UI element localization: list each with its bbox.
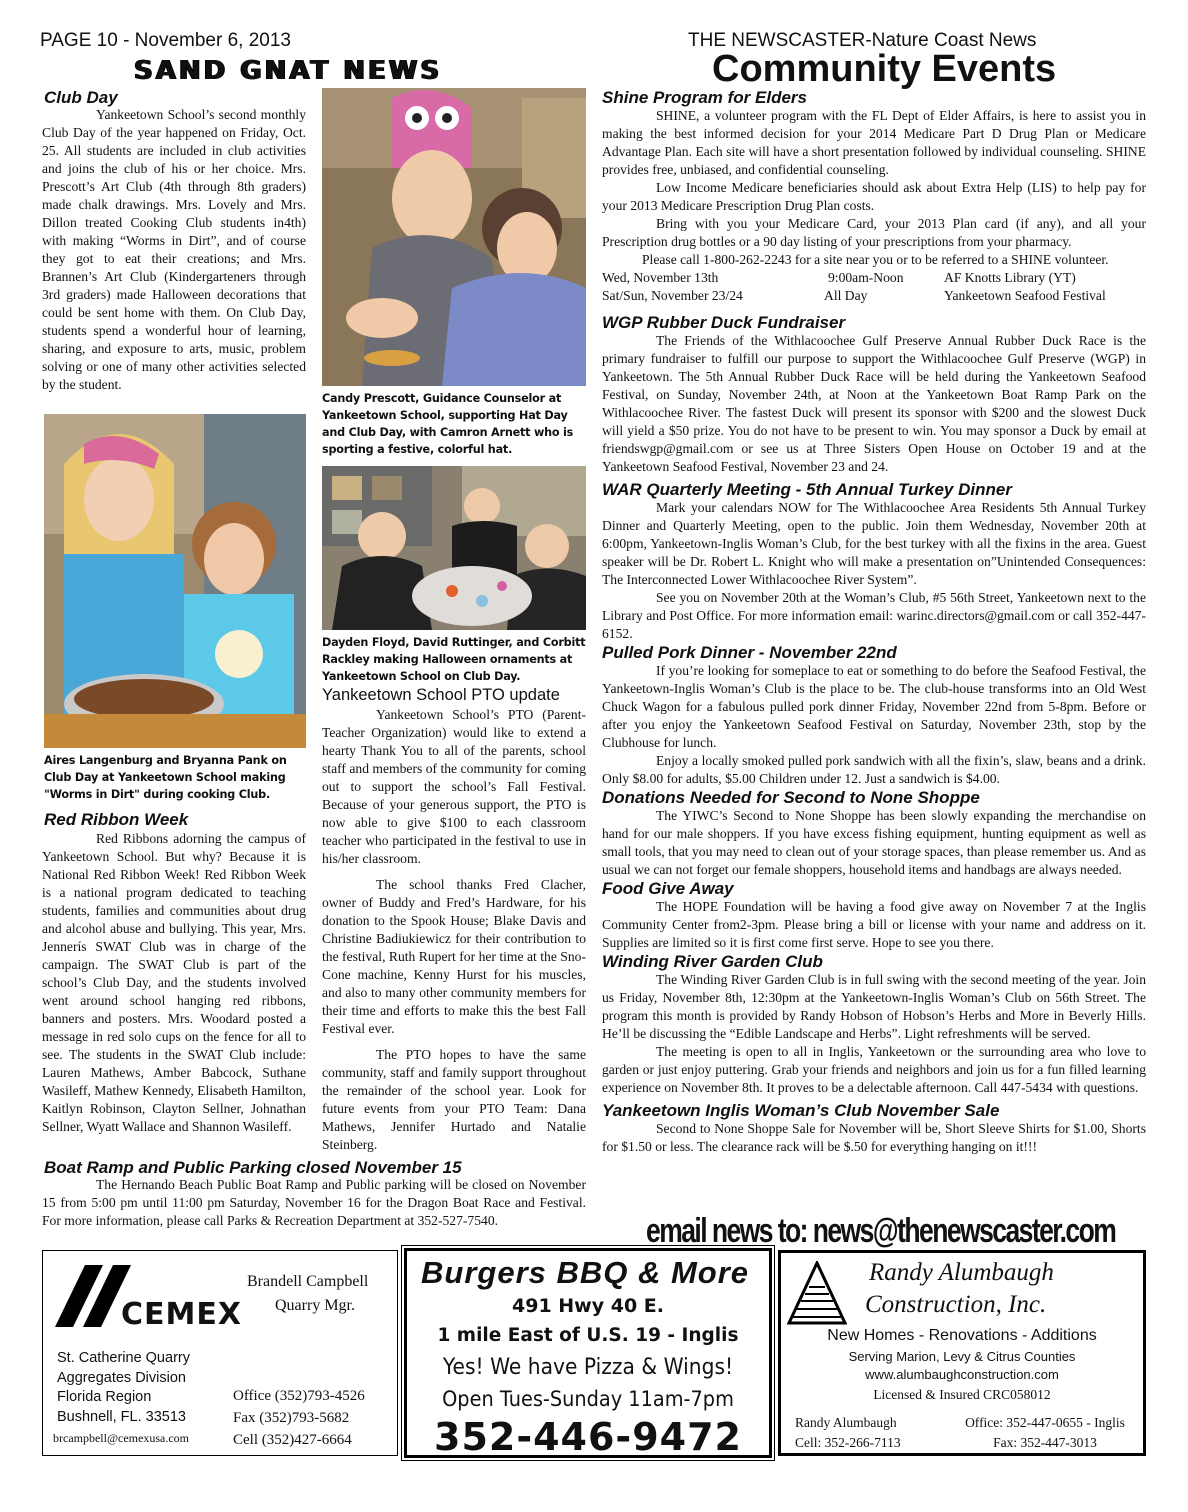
donations-heading: Donations Needed for Second to None Shoppe xyxy=(602,788,980,807)
cemex-contact-title: Quarry Mgr. xyxy=(275,1297,355,1314)
club-day-text: Yankeetown School’s second monthly Club Day of the year happened on Friday, Oct. 25. All students are included in club activities and joins the club of his or her choice. Mrs. Prescott’s Art Club (4th through 8th graders) made chalk drawings. Mrs. Lovely and Mrs. Dillon treated Cooking Club students in4th) with making “Worms in Dirt”, and of course they got to eat their creations; and Mrs. Brannen’s Art Club (Kindergarteners through 3rd graders) made Halloween decorations that could be sent home with them. On Club Day, students spend a wonderful hour of learning, sharing, and exposure to arts, music, problem solving or one of many other activities selected by the student. xyxy=(42,107,306,392)
wgp-heading: WGP Rubber Duck Fundraiser xyxy=(602,313,846,332)
burgers-directions: 1 mile East of U.S. 19 - Inglis xyxy=(437,1325,739,1346)
food-heading: Food Give Away xyxy=(602,879,734,898)
burgers-bbq-ad xyxy=(404,1248,772,1458)
red-ribbon-text: Red Ribbons adorning the campus of Yankeetown School. But why? Because it is National Red Ribbon Week! Red Ribbon Week is a national program dedicated to teaching students, families and communities about drug and alcohol abuse and bullying. This year, Mrs. Jennerís SWAT Club was in charge of the campaign. The SWAT Club is part of the school’s Club Day, and the students involved went around school hanging red ribbons, banners and posters. Mrs. Woodard posted a message in red solo cups on the fence for all to see. The students in the SWAT Club include: Lauren Mathews, Amber Babcock, Suthane Wasileff, Mathew Kennedy, Elisabeth Hamilton, Kaitlyn Robinson, Clayton Sellner, Johnathan Sellner, Wyatt Wallace and Shannon Wasileff. xyxy=(42,831,306,1134)
shine-text-3: Bring with you your Medicare Card, your 2013 Plan card (if any), and all your Prescription drug bottles or a 90 day listing of your prescriptions from your pharmacy. xyxy=(602,216,1146,249)
burgers-pizza: Yes! We have Pizza & Wings! xyxy=(442,1355,734,1380)
shine-schedule xyxy=(602,269,1146,305)
schedule-row: Wed, November 13th 9:00am-Noon AF Knotts Library (YT) xyxy=(602,270,1076,285)
shine-heading: Shine Program for Elders xyxy=(602,88,807,107)
cemex-wordmark: CEMEX xyxy=(121,1297,242,1332)
boat-ramp-heading: Boat Ramp and Public Parking closed November 15 xyxy=(44,1158,462,1177)
alumbaugh-contact: Randy Alumbaugh Cell: 352-266-7113 xyxy=(795,1415,901,1450)
red-ribbon-heading: Red Ribbon Week xyxy=(44,810,189,829)
page-number-date: PAGE 10 - November 6, 2013 xyxy=(40,30,291,51)
sale-article xyxy=(602,1120,1146,1156)
boat-ramp-text: The Hernando Beach Public Boat Ramp and Public parking will be closed on November 15 from 5:00 pm until 11:00 pm Saturday, November 16 for the Dragon Boat Race and Festival. For more information, please call Parks & Recreation Department at 352-527-7540. xyxy=(42,1177,586,1228)
publication-name: THE NEWSCASTER-Nature Coast News xyxy=(688,30,1037,51)
shine-text-2: Low Income Medicare beneficiaries should ask about Extra Help (LIS) to help pay for your 2013 Medicare Prescription Drug Plan costs. xyxy=(602,180,1146,213)
burgers-hours: Open Tues-Sunday 11am-7pm xyxy=(442,1387,734,1411)
photo-hat-day xyxy=(322,88,586,386)
pork-heading: Pulled Pork Dinner - November 22nd xyxy=(602,643,897,662)
red-ribbon-article xyxy=(42,830,306,1156)
wgp-article xyxy=(602,332,1146,476)
pto-article xyxy=(322,706,586,1158)
photo-halloween-ornaments-caption: Dayden Floyd, David Ruttinger, and Corbitt Rackley making Halloween ornaments at Yankeetown School on Club Day. xyxy=(322,636,586,683)
cemex-ad xyxy=(42,1250,398,1456)
alumbaugh-counties: Serving Marion, Levy & Citrus Counties xyxy=(848,1349,1076,1364)
donations-text: The YIWC’s Second to None Shoppe has been slowly expanding the merchandise on hand for our male shoppers. If you have excess fishing equipment, hunting equipment as well as small tools, that you may need to clean out of your storage spaces, than please remember us. And as usual we can not forget our female shoppers, household items and handbags are always needed. xyxy=(602,808,1146,877)
community-events-title: Community Events xyxy=(712,48,1057,90)
pork-text-1: If you’re looking for someplace to eat or something to do before the Seafood Festival, the Yankeetown-Inglis Woman’s Club is the place to be. The club-house transforms into an Old West Chuck Wagon for a fabulous pulled pork dinner Friday, November 22nd from 5-8pm. Before or after you enjoy the Yankeetown Seafood Festival on Saturday, November 23th, stop by the Clubhouse for lunch. xyxy=(602,663,1146,750)
garden-article xyxy=(602,971,1146,1097)
shine-text-4: Please call 1-800-262-2243 for a site near you or to be referred to a SHINE volunteer. xyxy=(642,252,1109,267)
war-article xyxy=(602,499,1146,643)
garden-text-1: The Winding River Garden Club is in full swing with the second meeting of the year. Join us Friday, November 8th, 12:30pm at the Yankeetown-Inglis Woman’s Club on 56th Street. The program this month is provided by Randy Hobson of Hobson’s Herbs and More in Beverly Hills. He’ll be discussing the “Edible Landscape and Herbs”. Light refreshments will be served. xyxy=(602,972,1146,1041)
burgers-phone: 352-446-9472 xyxy=(434,1415,742,1459)
shine-text-1: SHINE, a volunteer program with the FL Dept of Elder Affairs, is here to assist you in making the best informed decision for your 2014 Medicare Part D Drug Plan or Medicare Advantage Plan. Each site will have a short presentation followed by individual counseling. SHINE provides free, unbiased, and confidential counseling. xyxy=(602,108,1146,177)
club-day-heading: Club Day xyxy=(44,88,118,107)
burgers-title: Burgers BBQ & More xyxy=(421,1255,750,1290)
cemex-phones: Office (352)793-4526 Fax (352)793-5682 Cell (352)427-6664 xyxy=(233,1388,365,1448)
pto-text-3: The PTO hopes to have the same community, staff and family support throughout the remainder of the school year. Look for future events from your PTO Team: Dana Mathews, Jennifer Hurtado and Natalie Steinberg. xyxy=(322,1047,586,1152)
sale-text: Second to None Shoppe Sale for November will be, Short Sleeve Shirts for $1.00, Shorts for $1.50 or less. The clearance rack will be $.50 for everything hanging on it!!! xyxy=(602,1121,1146,1154)
photo-halloween-ornaments xyxy=(322,466,586,630)
cemex-email: brcampbell@cemexusa.com xyxy=(53,1431,189,1445)
email-news-banner: email news to: news@thenewscaster.com xyxy=(646,1212,1116,1250)
sand-gnat-title: SAND GNAT NEWS xyxy=(134,56,443,86)
alumbaugh-website: www.alumbaughconstruction.com xyxy=(865,1367,1059,1382)
alumbaugh-office: Office: 352-447-0655 - Inglis Fax: 352-447-3013 xyxy=(965,1415,1125,1450)
food-text: The HOPE Foundation will be having a food give away on November 7 at the Inglis Community Center from2-3pm. Please bring a bill or license with your name and address on it. Supplies are limited so it is first come first serve. Hope to see you there. xyxy=(602,899,1146,950)
pork-text-2: Enjoy a locally smoked pulled pork sandwich with all the fixin’s, slaw, beans and a drink. Only $8.00 for adults, $5.00 Children under 12. Just a sandwich is $4.00. xyxy=(602,753,1146,786)
alumbaugh-construction-ad xyxy=(778,1250,1146,1456)
burgers-address: 491 Hwy 40 E. xyxy=(512,1295,664,1317)
pto-heading: Yankeetown School PTO update xyxy=(322,686,560,704)
community-events-column xyxy=(602,88,1146,1156)
sale-heading: Yankeetown Inglis Woman’s Club November Sale xyxy=(602,1101,1000,1120)
boat-ramp-article xyxy=(42,1176,586,1248)
cemex-contact-name: Brandell Campbell xyxy=(247,1273,369,1290)
cemex-address: St. Catherine Quarry Aggregates Division Florida Region Bushnell, FL. 33513 xyxy=(57,1350,190,1425)
alumbaugh-services: New Homes - Renovations - Additions xyxy=(827,1327,1097,1344)
photo-cooking-club-caption: Aires Langenburg and Bryanna Pank on Club Day at Yankeetown School making "Worms in Dirt" during cooking Club. xyxy=(44,754,287,801)
war-text-1: Mark your calendars NOW for The Withlacoochee Area Residents 5th Annual Turkey Dinner and Quarterly Meeting, open to the public. Join them Wednesday, November 20th at 6:00pm, Yankeetown-Inglis Woman’s Club, for the best turkey with all the fixins in the area. Guest speaker will be Dr. Robert L. Knight who will make a presentation on”Unintended Consequences: The Interconnected Lower Withlacoochee River System”. xyxy=(602,500,1146,587)
shine-article xyxy=(602,107,1146,269)
wgp-text: The Friends of the Withlacoochee Gulf Preserve Annual Rubber Duck Race is the primary fundraiser to fulfill our purpose to support the Withlacoochee Gulf Preserve (WGP) in Yankeetown. The 5th Annual Rubber Duck Race will be held during the Yankeetown Seafood Festival, on Sunday, November 24th, at Noon at the Yankeetown Boat Ramp Park on the Withlacoochee River. The fastest Duck will present its sponsor with $200 and the slowest Duck will yield a $50 prize. You do not have to be present to win. You may sponsor a Duck by email at friendswgp@gmail.com or see us at Three Sisters Open House on October 19 and at the Yankeetown Seafood Festival, November 23 and 24. xyxy=(602,333,1146,474)
alumbaugh-name: Randy Alumbaugh xyxy=(869,1259,1054,1286)
garden-heading: Winding River Garden Club xyxy=(602,952,823,971)
pto-text-1: Yankeetown School’s PTO (Parent-Teacher Organization) would like to extend a hearty Thank You to all of the parents, school staff and members of the community for coming out to support the school’s Fall Festival. Because of your generous support, the PTO is now able to give $100 to each classroom teacher who participated in the festival to use in his/her classroom. xyxy=(322,707,586,866)
garden-text-2: The meeting is open to all in Inglis, Yankeetown or the surrounding area who love to garden or just enjoy puttering. Grab your friends and neighbors and join us for a fun filled learning experience on November 8th. It proves to be a delectable afternoon. Call 447-5434 with questions. xyxy=(602,1044,1146,1095)
alumbaugh-company: Construction, Inc. xyxy=(865,1291,1047,1318)
pork-article xyxy=(602,662,1146,788)
photo-hat-day-caption: Candy Prescott, Guidance Counselor at Yankeetown School, supporting Hat Day and Club Day, with Camron Arnett who is sporting a festive, colorful hat. xyxy=(322,392,574,456)
club-day-article xyxy=(42,106,306,412)
schedule-row: Sat/Sun, November 23/24 All Day Yankeetown Seafood Festival xyxy=(602,288,1106,303)
food-article xyxy=(602,898,1146,952)
donations-article xyxy=(602,807,1146,879)
pto-text-2: The school thanks Fred Clacher, owner of Buddy and Fred’s Hardware, for his donation to the Spook House; Blake Davis and Christine Badiukiewicz for their contribution to the festival, Ruth Rupert for her time at the Sno-Cone machine, Kenny Hurst for his muscles, and also to many other community members for their time and efforts to make this the best Fall Festival ever. xyxy=(322,877,586,1036)
alumbaugh-license: Licensed & Insured CRC058012 xyxy=(873,1387,1051,1402)
photo-cooking-club xyxy=(44,414,306,748)
alumbaugh-logo-icon xyxy=(787,1261,847,1327)
war-heading: WAR Quarterly Meeting - 5th Annual Turkey Dinner xyxy=(602,480,1012,499)
war-text-2: See you on November 20th at the Woman’s Club, #5 56th Street, Yankeetown next to the Library and Post Office. For more information email: warinc.directors@gmail.com or call 352-447-6152. xyxy=(602,590,1146,641)
